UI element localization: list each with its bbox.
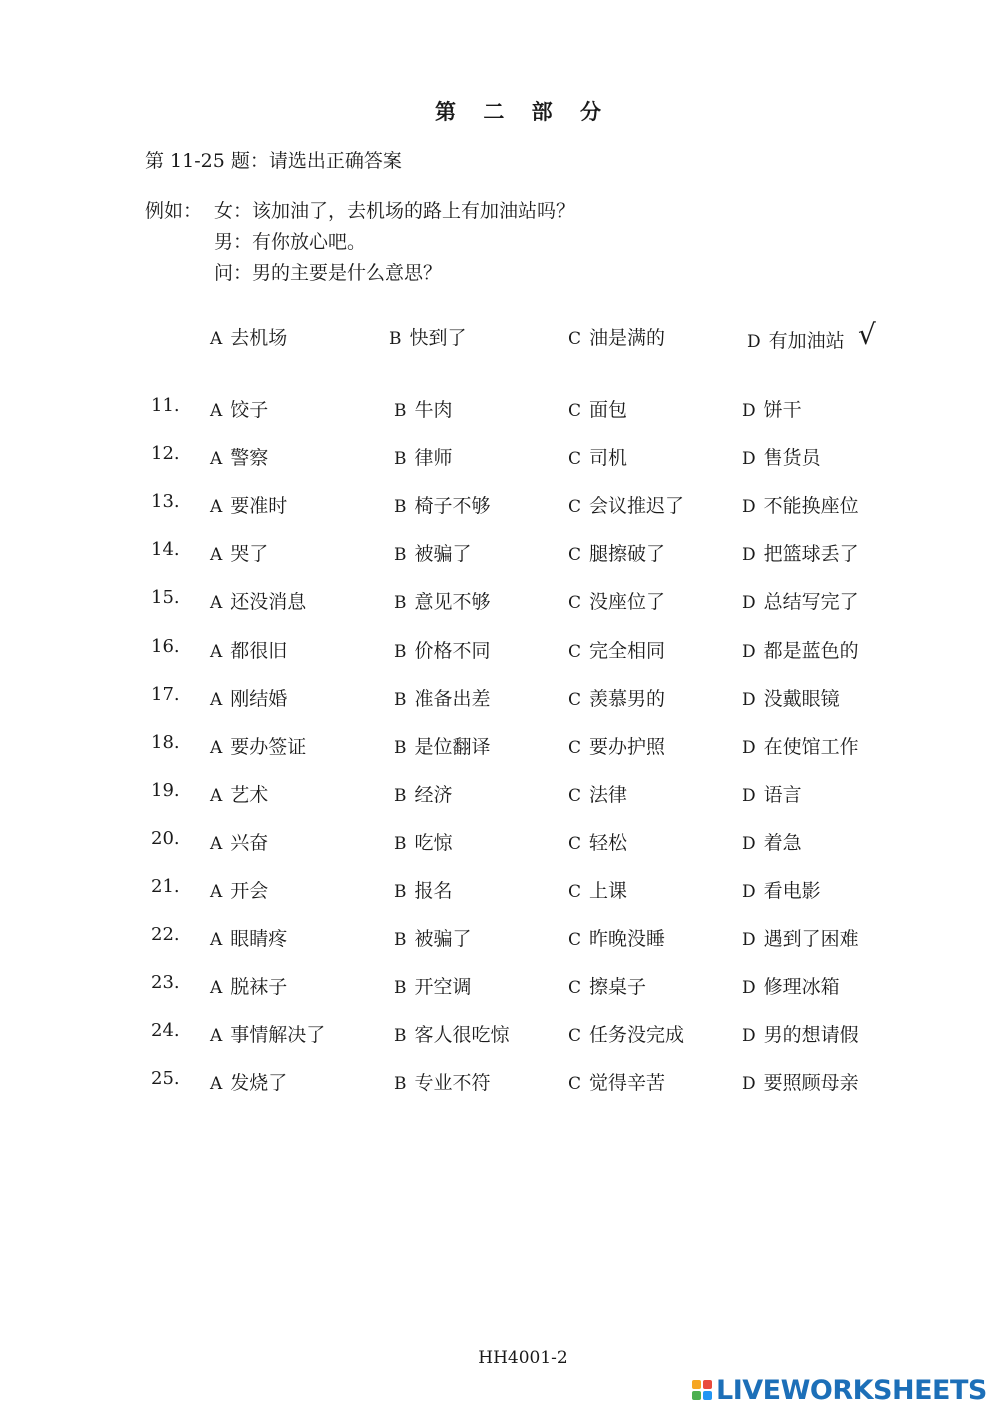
answer-option-b[interactable] (394, 972, 472, 999)
example-label: 例如： (145, 200, 203, 222)
option-letter: A (210, 593, 223, 614)
answer-option-c[interactable] (568, 876, 627, 903)
example-line-question: 问：男的主要是什么意思？ (214, 262, 443, 284)
answer-option-c[interactable] (568, 587, 665, 614)
instruction: 第 11-25 题：请选出正确答案 (145, 150, 402, 172)
option-text: 专业不符 (414, 1072, 491, 1095)
option-text: 法律 (589, 783, 628, 806)
option-text: 羡慕男的 (589, 687, 666, 710)
option-text: 要准时 (230, 495, 288, 518)
option-text: 司机 (589, 447, 628, 470)
option-text: 椅子不够 (414, 495, 491, 518)
option-text: 警察 (230, 447, 269, 470)
question-row (0, 539, 1000, 569)
option-text: 有加油站 (768, 330, 845, 352)
option-letter: B (394, 737, 407, 758)
option-text: 男的想请假 (763, 1024, 859, 1047)
option-letter: A (210, 545, 223, 566)
option-letter: C (568, 833, 582, 854)
answer-option-c[interactable] (568, 395, 627, 422)
answer-option-d[interactable] (742, 587, 859, 614)
answer-option-c[interactable] (568, 443, 627, 470)
option-letter: C (568, 930, 582, 951)
option-text: 开空调 (414, 976, 472, 999)
answer-option-d[interactable] (742, 780, 802, 807)
option-letter: C (568, 497, 582, 518)
option-text: 客人很吃惊 (414, 1024, 510, 1047)
option-text: 去机场 (230, 327, 288, 349)
option-text: 哭了 (230, 543, 269, 566)
option-text: 牛肉 (414, 399, 453, 421)
answer-option-b[interactable] (394, 395, 453, 422)
answer-option-c[interactable] (568, 924, 665, 951)
option-letter: D (742, 1074, 756, 1095)
option-letter: A (210, 882, 223, 902)
question-number: 14. (151, 539, 180, 561)
option-letter: C (568, 1074, 582, 1095)
option-text: 报名 (414, 880, 453, 902)
option-text: 要照顾母亲 (763, 1072, 859, 1095)
option-letter: C (568, 785, 582, 806)
answer-option-c[interactable] (568, 684, 665, 711)
option-letter: A (210, 1074, 223, 1095)
answer-option-d[interactable] (742, 539, 859, 566)
option-letter: D (742, 401, 756, 421)
option-letter: C (568, 882, 582, 902)
answer-option-b[interactable] (394, 1020, 510, 1047)
option-text: 刚结婚 (230, 687, 288, 710)
answer-option-a[interactable] (210, 924, 287, 951)
question-row (0, 732, 1000, 762)
question-row (0, 684, 1000, 714)
answer-option-d[interactable] (742, 684, 840, 711)
option-text: 要办签证 (230, 735, 307, 758)
answer-option-a[interactable] (210, 491, 287, 518)
answer-option-b[interactable] (394, 876, 453, 903)
option-text: 面包 (589, 399, 628, 421)
option-text: 被骗了 (414, 928, 472, 951)
option-letter: C (568, 449, 582, 470)
option-text: 都是蓝色的 (763, 639, 859, 662)
option-text: 没座位了 (589, 591, 666, 614)
question-row (0, 443, 1000, 473)
option-text: 把篮球丢了 (763, 543, 859, 566)
example-option-d (747, 326, 845, 353)
option-letter: D (742, 833, 756, 854)
option-letter: C (568, 978, 582, 999)
question-number: 24. (151, 1020, 180, 1042)
option-letter: A (210, 833, 223, 854)
answer-option-c[interactable] (568, 972, 646, 999)
answer-option-d[interactable] (742, 1068, 859, 1095)
option-text: 遇到了困难 (763, 928, 859, 951)
option-text: 艺术 (230, 783, 269, 806)
option-text: 开会 (230, 880, 269, 902)
option-text: 还没消息 (230, 591, 307, 614)
option-letter: B (394, 978, 407, 999)
option-text: 被骗了 (414, 543, 472, 566)
example-option-c (568, 323, 665, 350)
answer-option-a[interactable] (210, 972, 287, 999)
answer-option-b[interactable] (394, 443, 453, 470)
answer-option-d[interactable] (742, 1020, 859, 1047)
option-letter: B (394, 593, 407, 614)
question-number: 16. (151, 635, 180, 657)
question-number: 13. (151, 491, 180, 513)
option-text: 不能换座位 (763, 495, 859, 518)
option-text: 经济 (414, 783, 453, 806)
question-number: 17. (151, 683, 180, 705)
question-number: 12. (151, 443, 180, 465)
question-number: 15. (151, 587, 180, 609)
option-text: 兴奋 (230, 831, 269, 854)
option-letter: B (394, 641, 407, 662)
option-letter: C (568, 1026, 582, 1047)
question-row (0, 491, 1000, 521)
option-letter: D (742, 882, 756, 902)
option-letter: B (394, 833, 407, 854)
answer-option-c[interactable] (568, 1020, 684, 1047)
option-letter: A (210, 978, 223, 999)
answer-option-a[interactable] (210, 636, 287, 663)
option-text: 上课 (589, 880, 628, 902)
option-text: 觉得辛苦 (589, 1072, 666, 1095)
example-option-b (389, 323, 467, 350)
logo-mark-icon (692, 1380, 712, 1400)
option-letter: B (394, 497, 407, 518)
question-row (0, 1020, 1000, 1050)
option-text: 事情解决了 (230, 1024, 326, 1047)
option-letter: B (394, 545, 407, 566)
answer-option-c[interactable] (568, 1068, 665, 1095)
option-letter: A (210, 401, 223, 421)
question-number: 11. (151, 395, 180, 416)
answer-option-c[interactable] (568, 539, 665, 566)
option-text: 律师 (414, 447, 453, 470)
option-letter: C (568, 401, 582, 421)
option-text: 腿擦破了 (589, 543, 666, 566)
option-letter: A (210, 329, 223, 349)
option-letter: C (568, 737, 582, 758)
question-row (0, 395, 1000, 425)
answer-option-a[interactable] (210, 1068, 287, 1095)
option-text: 着急 (763, 831, 802, 854)
option-text: 是位翻译 (414, 735, 491, 758)
example-option-a (210, 323, 287, 350)
answer-option-a[interactable] (210, 587, 306, 614)
option-letter: A (210, 689, 223, 710)
option-text: 没戴眼镜 (763, 687, 840, 710)
option-letter: A (210, 737, 223, 758)
answer-option-d[interactable] (742, 924, 859, 951)
question-number: 20. (151, 827, 180, 849)
option-letter: B (394, 1026, 407, 1047)
answer-option-b[interactable] (394, 732, 491, 759)
option-letter: C (568, 689, 582, 710)
answer-option-d[interactable] (742, 828, 802, 855)
option-letter: A (210, 641, 223, 662)
question-row (0, 1068, 1000, 1098)
option-letter: D (742, 449, 756, 470)
option-text: 总结写完了 (763, 591, 859, 614)
answer-option-d[interactable] (742, 395, 802, 422)
option-letter: C (568, 545, 582, 566)
answer-option-b[interactable] (394, 780, 453, 807)
answer-option-a[interactable] (210, 780, 268, 807)
answer-option-a[interactable] (210, 539, 268, 566)
option-text: 饺子 (230, 399, 269, 421)
option-text: 会议推迟了 (589, 495, 685, 518)
question-row (0, 972, 1000, 1002)
option-letter: D (742, 1026, 756, 1047)
answer-option-a[interactable] (210, 828, 268, 855)
answer-option-c[interactable] (568, 732, 665, 759)
option-letter: A (210, 449, 223, 470)
answer-option-b[interactable] (394, 684, 491, 711)
answer-option-d[interactable] (742, 491, 859, 518)
option-text: 发烧了 (230, 1072, 288, 1095)
option-text: 轻松 (589, 831, 628, 854)
question-row (0, 636, 1000, 666)
option-text: 昨晚没睡 (589, 928, 666, 951)
option-text: 脱袜子 (230, 976, 288, 999)
option-letter: D (742, 689, 756, 710)
option-letter: D (742, 930, 756, 951)
option-text: 擦桌子 (589, 976, 647, 999)
logo-text: LIVEWORKSHEETS (716, 1374, 987, 1406)
answer-option-a[interactable] (210, 732, 306, 759)
option-letter: B (394, 930, 407, 951)
question-number: 21. (151, 876, 180, 897)
option-text: 语言 (763, 783, 802, 806)
answer-option-d[interactable] (742, 972, 840, 999)
answer-option-b[interactable] (394, 828, 453, 855)
option-letter: D (742, 785, 756, 806)
answer-option-d[interactable] (742, 443, 821, 470)
answer-option-c[interactable] (568, 780, 627, 807)
option-letter: B (389, 329, 402, 349)
option-letter: C (568, 641, 582, 662)
page-footer-code: HH4001-2 (478, 1348, 568, 1368)
option-letter: D (742, 593, 756, 614)
question-row (0, 876, 1000, 906)
option-letter: A (210, 1026, 223, 1047)
option-text: 要办护照 (589, 735, 666, 758)
option-letter: A (210, 497, 223, 518)
option-text: 完全相同 (589, 639, 666, 662)
option-letter: B (394, 1074, 407, 1095)
option-letter: D (747, 332, 761, 352)
option-text: 售货员 (763, 447, 821, 470)
option-letter: B (394, 401, 407, 421)
question-number: 18. (151, 731, 180, 753)
answer-option-c[interactable] (568, 636, 665, 663)
option-letter: D (742, 497, 756, 518)
option-text: 都很旧 (230, 639, 288, 662)
option-text: 吃惊 (414, 831, 453, 854)
answer-option-a[interactable] (210, 876, 268, 903)
answer-option-b[interactable] (394, 924, 472, 951)
option-text: 眼睛疼 (230, 928, 288, 951)
option-letter: D (742, 641, 756, 662)
answer-option-a[interactable] (210, 1020, 325, 1047)
option-text: 在使馆工作 (763, 735, 859, 758)
answer-option-b[interactable] (394, 1068, 491, 1095)
option-letter: B (394, 785, 407, 806)
page-title: 第 二 部 分 (435, 99, 611, 124)
question-row (0, 828, 1000, 858)
option-text: 看电影 (763, 880, 821, 902)
option-text: 快到了 (409, 327, 467, 349)
answer-option-b[interactable] (394, 587, 491, 614)
option-text: 任务没完成 (589, 1024, 685, 1047)
option-letter: D (742, 978, 756, 999)
option-letter: B (394, 689, 407, 710)
option-letter: C (568, 329, 582, 349)
answer-option-d[interactable] (742, 732, 859, 759)
option-letter: C (568, 593, 582, 614)
answer-option-a[interactable] (210, 443, 268, 470)
answer-option-a[interactable] (210, 684, 287, 711)
option-text: 油是满的 (589, 327, 666, 349)
question-number: 23. (151, 972, 180, 994)
option-letter: A (210, 785, 223, 806)
option-text: 修理冰箱 (763, 976, 840, 999)
question-row (0, 587, 1000, 617)
option-text: 价格不同 (414, 639, 491, 662)
answer-option-b[interactable] (394, 636, 491, 663)
question-number: 19. (151, 779, 180, 801)
option-letter: D (742, 737, 756, 758)
example-line-woman: 女：该加油了，去机场的路上有加油站吗？ (214, 200, 576, 222)
check-mark-icon: √ (858, 318, 876, 351)
option-letter: B (394, 882, 407, 902)
example-line-man: 男：有你放心吧。 (214, 231, 367, 253)
question-number: 22. (151, 924, 180, 946)
answer-option-c[interactable] (568, 828, 627, 855)
option-letter: A (210, 930, 223, 951)
answer-option-d[interactable] (742, 876, 821, 903)
answer-option-c[interactable] (568, 491, 684, 518)
liveworksheets-logo (692, 1375, 987, 1405)
answer-option-b[interactable] (394, 539, 472, 566)
option-text: 准备出差 (414, 687, 491, 710)
option-text: 饼干 (763, 399, 802, 421)
option-letter: D (742, 545, 756, 566)
option-letter: B (394, 449, 407, 470)
answer-option-d[interactable] (742, 636, 859, 663)
question-row (0, 924, 1000, 954)
question-number: 25. (151, 1068, 180, 1090)
answer-option-b[interactable] (394, 491, 491, 518)
option-text: 意见不够 (414, 591, 491, 614)
question-row (0, 780, 1000, 810)
answer-option-a[interactable] (210, 395, 268, 422)
